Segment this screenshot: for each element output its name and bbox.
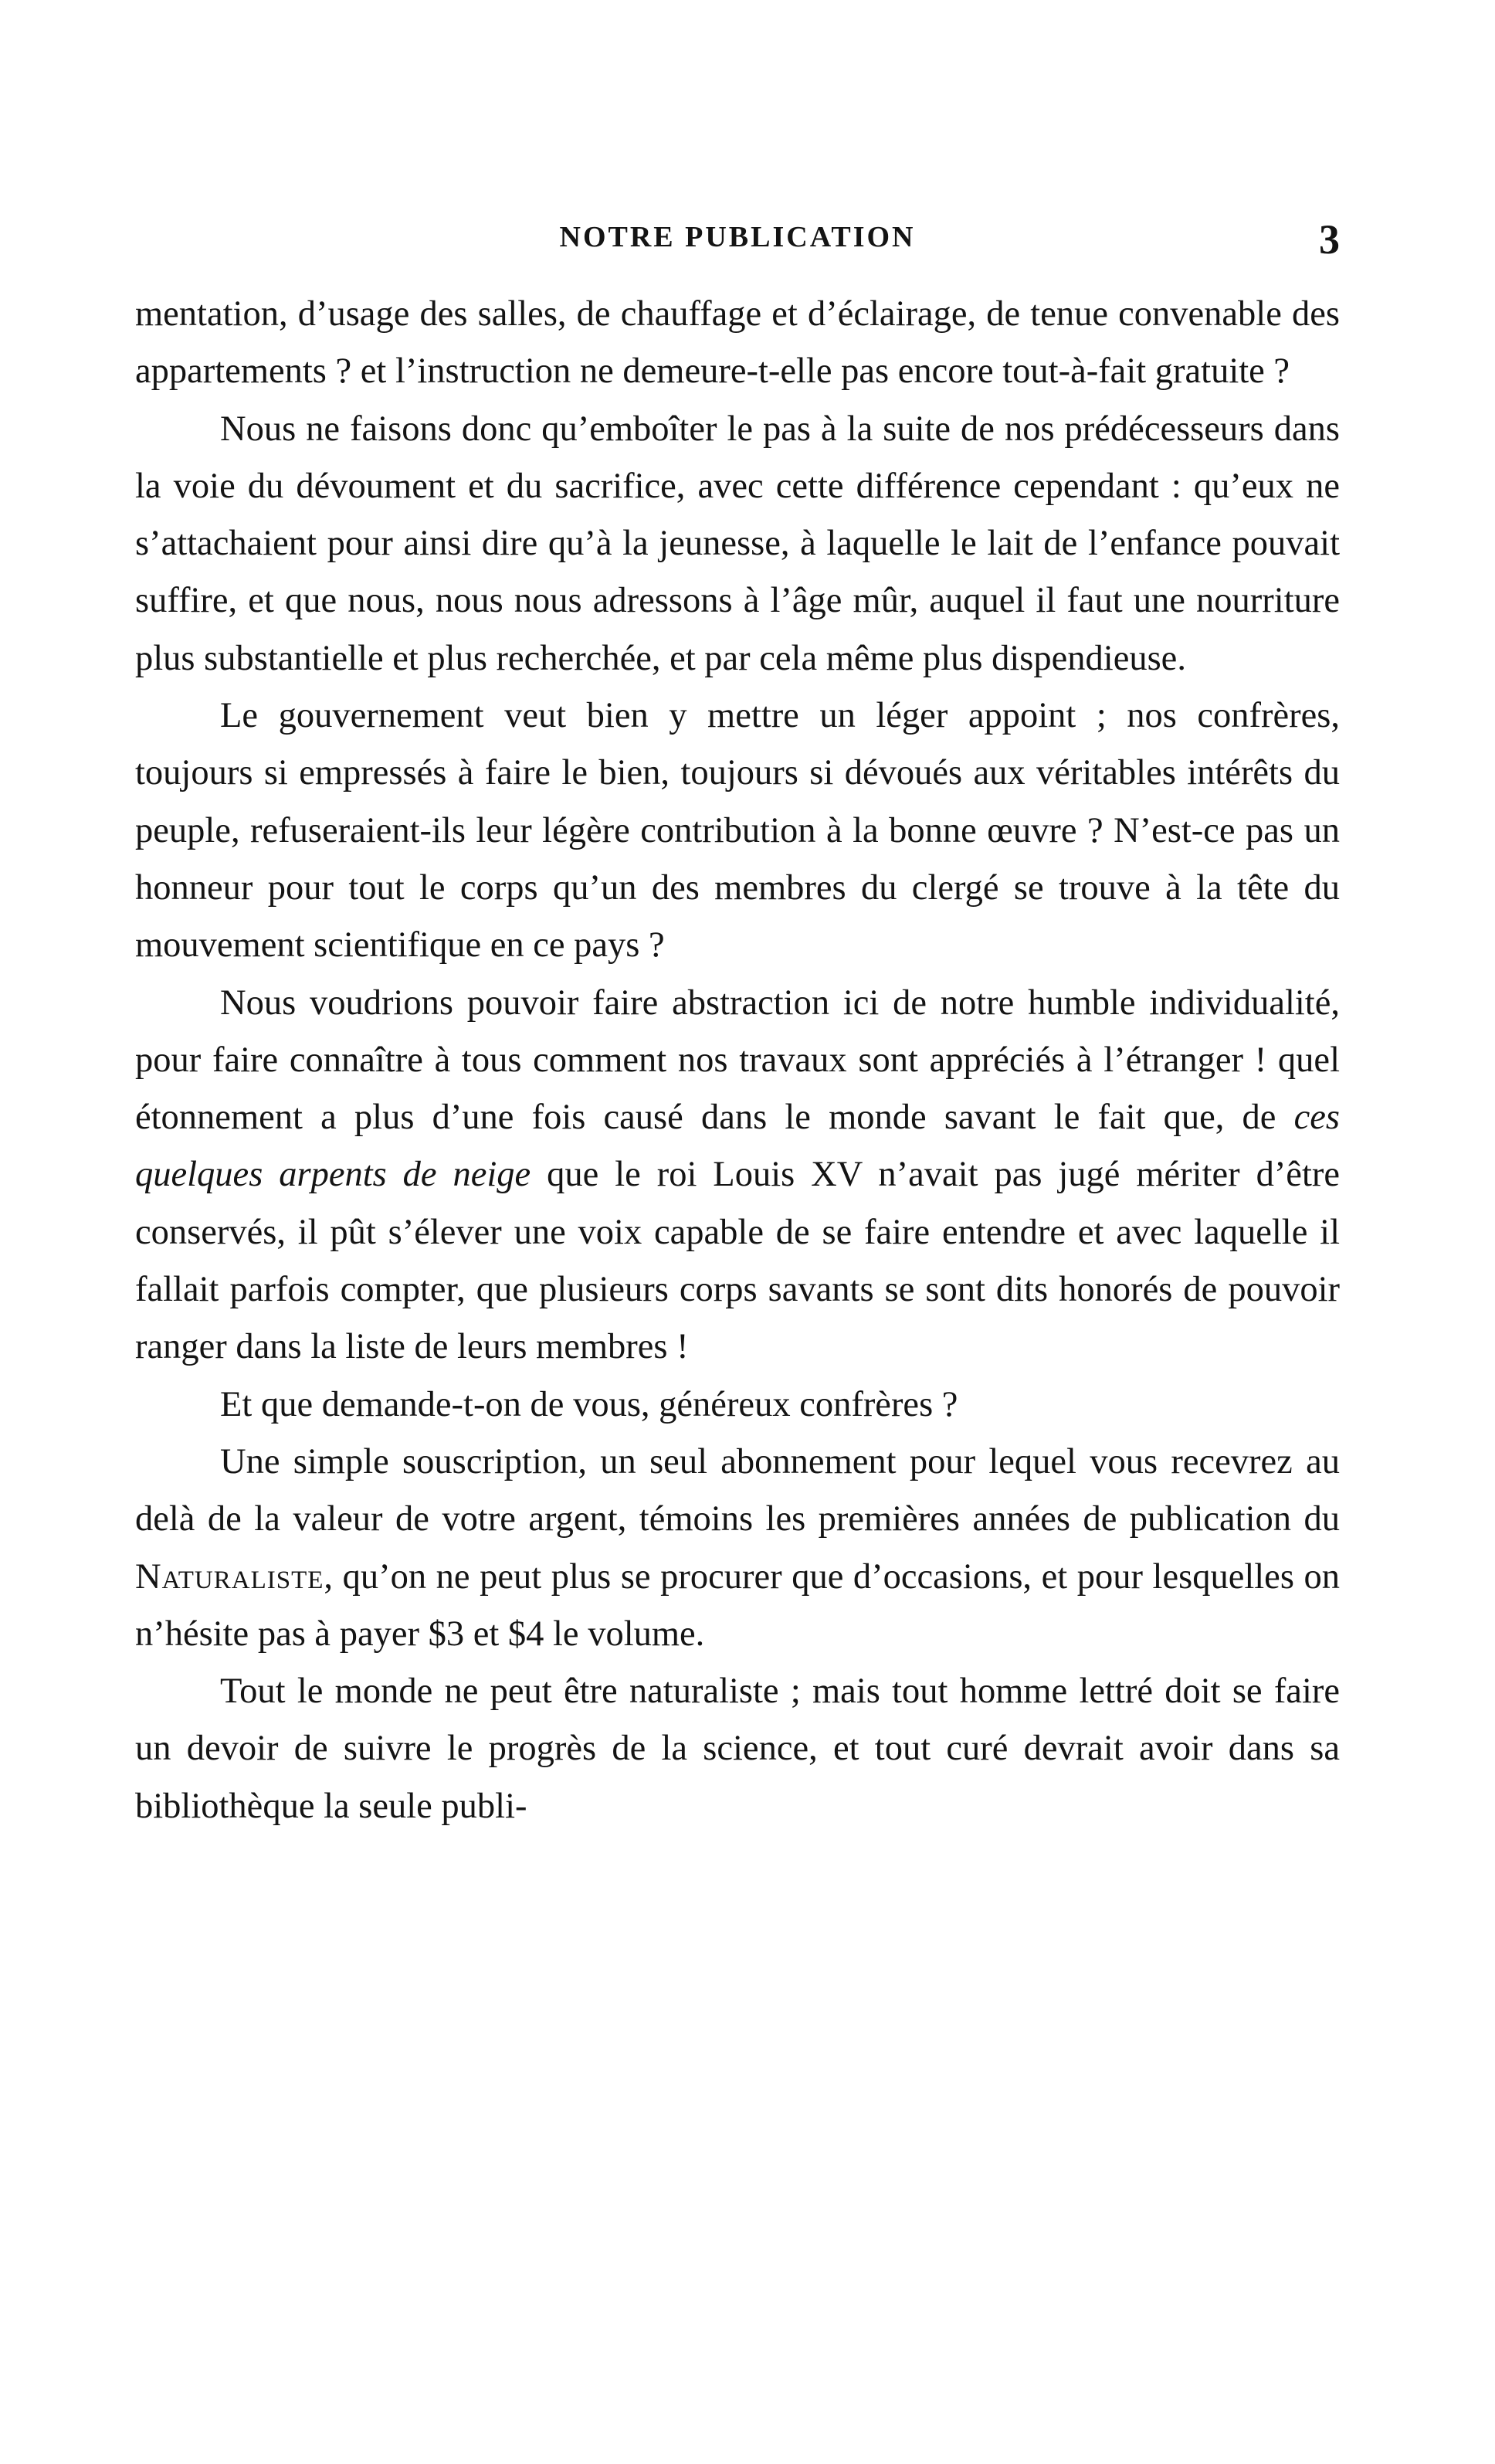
paragraph-4-text-before: Nous voudrions pouvoir faire abstraction ici de notre humble individualité, pour faire connaître à tous comment nos travaux sont appréciés à l’étranger ! quel étonnement a plus d’une fois causé dans le monde savant le fait que, de <box>135 983 1340 1138</box>
paragraph-2: Nous ne faisons donc qu’emboîter le pas à la suite de nos prédécesseurs dans la voie du dévoument et du sacrifice, avec cette différence cependant : qu’eux ne s’attachaient pour ainsi dire qu’à la jeunesse, à laquelle le lait de l’enfance pouvait suffire, et que nous, nous nous adressons à l’âge mûr, auquel il faut une nourriture plus substantielle et plus recherchée, et par cela même plus dispendieuse. <box>135 409 1340 678</box>
page-number: 3 <box>1319 216 1340 263</box>
paragraph-6-text-before: Une simple souscription, un seul abonnement pour lequel vous recevrez au delà de la valeur de votre argent, témoins les premières années de publication du <box>135 1441 1340 1539</box>
paragraph-4-text-after: que le roi Louis XV n’avait pas jugé mériter d’être conservés, il pût s’élever une voix capable de se faire entendre et avec laquelle il fallait parfois compter, que plusieurs corps savants se sont dits honorés de pouvoir ranger dans la liste de leurs membres ! <box>135 1155 1340 1367</box>
paragraph-6-text-after: , qu’on ne peut plus se procurer que d’occasions, et pour lesquelles on n’hésite pas à payer $3 et $4 le volume. <box>135 1556 1340 1654</box>
paragraph-4-italic-phrase: ces quelques arpents de neige <box>135 1098 1340 1195</box>
running-header <box>135 216 1340 266</box>
publication-title-naturaliste: Naturaliste <box>135 1556 324 1597</box>
paragraph-6 <box>135 1434 1340 1663</box>
paragraph-4 <box>135 975 1340 1376</box>
paragraph-7: Tout le monde ne peut être naturaliste ; mais tout homme lettré doit se faire un devoir de suivre le progrès de la science, et tout curé devrait avoir dans sa bibliothèque la seule publi- <box>135 1672 1340 1826</box>
paragraph-5: Et que demande-t-on de vous, généreux confrères ? <box>220 1384 958 1424</box>
body-text <box>135 286 1340 1835</box>
running-title: NOTRE PUBLICATION <box>559 221 916 253</box>
paragraph-1: mentation, d’usage des salles, de chauffage et d’éclairage, de tenue convenable des appartements ? et l’instruction ne demeure-t-elle pas encore tout-à-fait gratuite ? <box>135 294 1340 392</box>
paragraph-3: Le gouvernement veut bien y mettre un léger appoint ; nos confrères, toujours si empressés à faire le bien, toujours si dévoués aux véritables intérêts du peuple, refuseraient-ils leur légère contribution à la bonne œuvre ? N’est-ce pas un honneur pour tout le corps qu’un des membres du clergé se trouve à la tête du mouvement scientifique en ce pays ? <box>135 696 1340 966</box>
